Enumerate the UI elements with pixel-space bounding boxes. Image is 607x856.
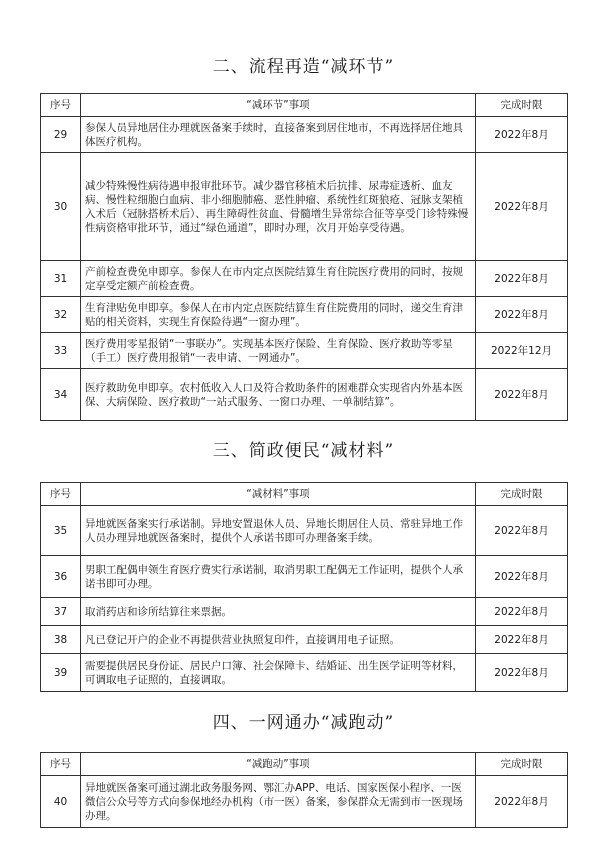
row-deadline: 2022年8月 <box>476 369 568 421</box>
row-deadline: 2022年8月 <box>476 297 568 333</box>
table-reduce-materials <box>40 482 568 692</box>
header-no: 序号 <box>41 483 81 506</box>
row-item: 异地就医备案实行承诺制。异地安置退休人员、异地长期居住人员、常驻异地工作人员办理异地就医备案时，提供个人承诺书即可办理备案手续。 <box>81 506 476 556</box>
table-row <box>41 333 568 369</box>
row-item: 医疗救助免申即享。农村低收入人口及符合救助条件的困难群众实现省内外基本医保、大病保险、医疗救助“一站式服务、一窗口办理、一单制结算”。 <box>81 369 476 421</box>
table-header-row <box>41 94 568 117</box>
row-deadline: 2022年8月 <box>476 153 568 261</box>
row-deadline: 2022年8月 <box>476 776 568 828</box>
row-no: 37 <box>41 598 81 626</box>
table-header-row <box>41 483 568 506</box>
header-item: “减环节”事项 <box>81 94 476 117</box>
row-no: 34 <box>41 369 81 421</box>
row-no: 33 <box>41 333 81 369</box>
table-row <box>41 117 568 153</box>
table-header-row <box>41 753 568 776</box>
table-row <box>41 261 568 297</box>
row-item: 男职工配偶申领生育医疗费实行承诺制，取消男职工配偶无工作证明，提供个人承诺书即可办理。 <box>81 556 476 598</box>
row-no: 32 <box>41 297 81 333</box>
row-no: 36 <box>41 556 81 598</box>
row-item: 取消药店和诊所结算往来票据。 <box>81 598 476 626</box>
table-row <box>41 556 568 598</box>
row-item: 异地就医备案可通过湖北政务服务网、鄂汇办APP、电话、国家医保小程序、一医微信公众号等方式向参保地经办机构（市一医）备案，参保群众无需到市一医现场办理。 <box>81 776 476 828</box>
table-row <box>41 654 568 692</box>
table-row <box>41 626 568 654</box>
row-no: 29 <box>41 117 81 153</box>
header-no: 序号 <box>41 753 81 776</box>
row-item: 凡已登记开户的企业不再提供营业执照复印件，直接调用电子证照。 <box>81 626 476 654</box>
table-reduce-trips <box>40 752 568 828</box>
table-reduce-steps <box>40 93 568 421</box>
table-row <box>41 153 568 261</box>
row-deadline: 2022年8月 <box>476 654 568 692</box>
table-row <box>41 297 568 333</box>
row-deadline: 2022年8月 <box>476 117 568 153</box>
header-no: 序号 <box>41 94 81 117</box>
header-deadline: 完成时限 <box>476 94 568 117</box>
section-title-reduce-materials: 三、简政便民“减材料” <box>212 441 395 461</box>
header-item: “减跑动”事项 <box>81 753 476 776</box>
row-item: 参保人员异地居住办理就医备案手续时，直接备案到居住地市，不再选择居住地具体医疗机构。 <box>81 117 476 153</box>
row-deadline: 2022年8月 <box>476 626 568 654</box>
table-row <box>41 598 568 626</box>
row-item: 需要提供居民身份证、居民户口簿、社会保障卡、结婚证、出生医学证明等材料，可调取电子证照的，直接调取。 <box>81 654 476 692</box>
row-item: 减少特殊慢性病待遇申报审批环节。减少器官移植术后抗排、尿毒症透析、血友病、慢性粒细胞白血病、非小细胞肺癌、恶性肿瘤、系统性红斑狼疮、冠脉支架植入术后（冠脉搭桥术后）、再生障碍性贫血、骨髓增生异常综合征等享受门诊特殊慢性病资格审批环节，通过“绿色通道”，即时办理，次月开始享受待遇。 <box>81 153 476 261</box>
table-row <box>41 776 568 828</box>
table-row <box>41 369 568 421</box>
header-deadline: 完成时限 <box>476 483 568 506</box>
row-deadline: 2022年12月 <box>476 333 568 369</box>
row-no: 31 <box>41 261 81 297</box>
table-row <box>41 506 568 556</box>
row-item: 产前检查费免申即享。参保人在市内定点医院结算生育住院医疗费用的同时，按规定享受定额产前检查费。 <box>81 261 476 297</box>
row-deadline: 2022年8月 <box>476 506 568 556</box>
header-deadline: 完成时限 <box>476 753 568 776</box>
row-deadline: 2022年8月 <box>476 261 568 297</box>
row-deadline: 2022年8月 <box>476 598 568 626</box>
section-title-reduce-steps: 二、流程再造“减环节” <box>212 57 395 77</box>
row-deadline: 2022年8月 <box>476 556 568 598</box>
row-no: 30 <box>41 153 81 261</box>
row-no: 39 <box>41 654 81 692</box>
row-item: 生育津贴免申即享。参保人在市内定点医院结算生育住院费用的同时，递交生育津贴的相关资料，实现生育保险待遇“一窗办理”。 <box>81 297 476 333</box>
row-no: 35 <box>41 506 81 556</box>
section-title-reduce-trips: 四、一网通办“减跑动” <box>212 713 395 733</box>
row-no: 40 <box>41 776 81 828</box>
row-item: 医疗费用零星报销“一事联办”。实现基本医疗保险、生育保险、医疗救助等零星（手工）医疗费用报销“一表申请、一网通办”。 <box>81 333 476 369</box>
row-no: 38 <box>41 626 81 654</box>
header-item: “减材料”事项 <box>81 483 476 506</box>
